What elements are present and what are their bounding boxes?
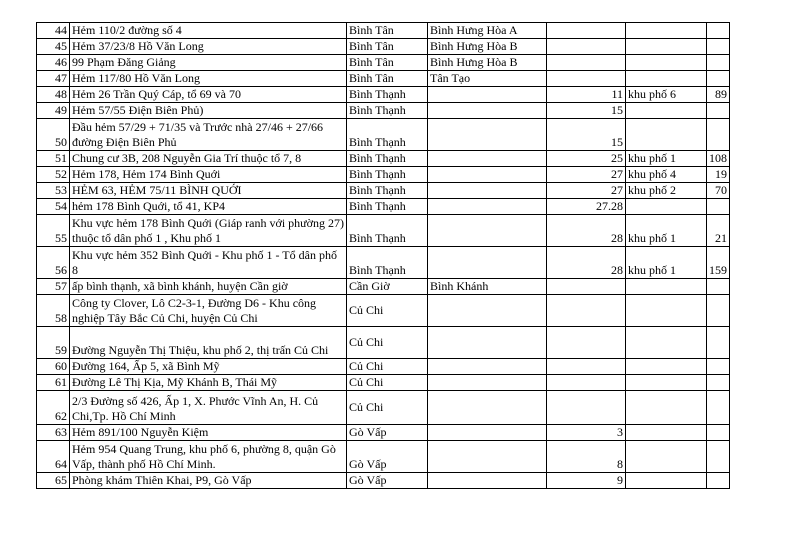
value-cell [547,279,626,295]
row-number-cell: 57 [37,279,70,295]
table-row [37,87,730,103]
neighborhood-cell: khu phố 4 [626,167,707,183]
table-row [37,391,730,425]
ward-cell [428,103,547,119]
district-cell: Bình Tân [347,55,428,71]
value-cell: 27 [547,167,626,183]
ward-cell [428,327,547,359]
count-cell [707,71,730,87]
address-cell: Hẻm 117/80 Hồ Văn Long [70,71,347,87]
address-cell: Hẻm 37/23/8 Hồ Văn Long [70,39,347,55]
value-cell: 9 [547,473,626,489]
table-row [37,55,730,71]
table-body [37,23,730,489]
count-cell [707,391,730,425]
ward-cell [428,359,547,375]
neighborhood-cell [626,327,707,359]
table-row [37,247,730,279]
ward-cell: Tân Tạo [428,71,547,87]
value-cell [547,391,626,425]
count-cell [707,375,730,391]
count-cell: 108 [707,151,730,167]
district-cell: Gò Vấp [347,425,428,441]
ward-cell: Bình Hưng Hòa B [428,39,547,55]
address-cell: 2/3 Đường số 426, Ấp 1, X. Phước Vĩnh An, H. Củ Chi,Tp. Hồ Chí Minh [70,391,347,425]
count-cell: 19 [707,167,730,183]
table-row [37,359,730,375]
district-cell: Củ Chi [347,375,428,391]
ward-cell: Bình Hưng Hòa B [428,55,547,71]
value-cell [547,375,626,391]
district-cell: Gò Vấp [347,473,428,489]
table-row [37,183,730,199]
neighborhood-cell: khu phố 2 [626,183,707,199]
ward-cell [428,473,547,489]
address-cell: Hẻm 26 Trần Quý Cáp, tổ 69 và 70 [70,87,347,103]
row-number-cell: 63 [37,425,70,441]
neighborhood-cell [626,295,707,327]
count-cell [707,295,730,327]
value-cell [547,55,626,71]
data-table [36,22,730,489]
ward-cell [428,151,547,167]
value-cell: 8 [547,441,626,473]
address-cell: Khu vực hẻm 352 Bình Quới - Khu phố 1 - Tổ dân phố 8 [70,247,347,279]
ward-cell [428,391,547,425]
neighborhood-cell [626,473,707,489]
district-cell: Củ Chi [347,391,428,425]
row-number-cell: 54 [37,199,70,215]
district-cell: Bình Tân [347,39,428,55]
count-cell [707,425,730,441]
value-cell: 27 [547,183,626,199]
district-cell: Củ Chi [347,327,428,359]
row-number-cell: 51 [37,151,70,167]
table-row [37,375,730,391]
count-cell [707,359,730,375]
address-cell: HẺM 63, HẺM 75/11 BÌNH QUỚI [70,183,347,199]
address-cell: Chung cư 3B, 208 Nguyễn Gia Trí thuộc tổ 7, 8 [70,151,347,167]
count-cell: 21 [707,215,730,247]
table-row [37,23,730,39]
address-cell: Đường Nguyễn Thị Thiệu, khu phố 2, thị trấn Củ Chi [70,327,347,359]
value-cell: 25 [547,151,626,167]
ward-cell: Bình Khánh [428,279,547,295]
table-row [37,39,730,55]
ward-cell [428,425,547,441]
table-row [37,473,730,489]
value-cell: 28 [547,247,626,279]
value-cell: 15 [547,119,626,151]
address-cell: Hẻm 891/100 Nguyễn Kiệm [70,425,347,441]
ward-cell [428,215,547,247]
count-cell [707,441,730,473]
row-number-cell: 58 [37,295,70,327]
district-cell: Bình Thạnh [347,215,428,247]
address-cell: hẻm 178 Bình Quới, tổ 41, KP4 [70,199,347,215]
address-cell: Khu vực hẻm 178 Bình Quới (Giáp ranh với phường 27) thuộc tổ dân phố 1 , Khu phố 1 [70,215,347,247]
address-cell: Đường Lê Thị Kịa, Mỹ Khánh B, Thái Mỹ [70,375,347,391]
address-cell: Hẻm 178, Hẻm 174 Bình Quới [70,167,347,183]
address-cell: 99 Phạm Đăng Giảng [70,55,347,71]
district-cell: Bình Thạnh [347,103,428,119]
value-cell [547,71,626,87]
table-row [37,327,730,359]
row-number-cell: 48 [37,87,70,103]
count-cell: 70 [707,183,730,199]
value-cell [547,23,626,39]
address-cell: Đầu hẻm 57/29 + 71/35 và Trước nhà 27/46 + 27/66 đường Điện Biên Phủ [70,119,347,151]
row-number-cell: 62 [37,391,70,425]
value-cell: 11 [547,87,626,103]
value-cell [547,327,626,359]
neighborhood-cell [626,103,707,119]
district-cell: Bình Thạnh [347,119,428,151]
table-row [37,71,730,87]
neighborhood-cell [626,119,707,151]
neighborhood-cell [626,279,707,295]
neighborhood-cell: khu phố 1 [626,215,707,247]
district-cell: Cần Giờ [347,279,428,295]
value-cell [547,295,626,327]
ward-cell [428,295,547,327]
district-cell: Bình Tân [347,23,428,39]
row-number-cell: 46 [37,55,70,71]
address-cell: Đường 164, Ấp 5, xã Bình Mỹ [70,359,347,375]
table-row [37,119,730,151]
district-cell: Bình Thạnh [347,87,428,103]
row-number-cell: 55 [37,215,70,247]
value-cell [547,359,626,375]
table-row [37,151,730,167]
neighborhood-cell [626,359,707,375]
row-number-cell: 53 [37,183,70,199]
neighborhood-cell: khu phố 1 [626,151,707,167]
value-cell: 3 [547,425,626,441]
row-number-cell: 52 [37,167,70,183]
neighborhood-cell [626,391,707,425]
district-cell: Củ Chi [347,295,428,327]
row-number-cell: 61 [37,375,70,391]
value-cell: 15 [547,103,626,119]
district-cell: Bình Thạnh [347,199,428,215]
table-row [37,441,730,473]
ward-cell [428,119,547,151]
count-cell [707,103,730,119]
ward-cell [428,247,547,279]
district-cell: Bình Tân [347,71,428,87]
district-cell: Bình Thạnh [347,167,428,183]
row-number-cell: 45 [37,39,70,55]
address-cell: Hẻm 57/55 Điện Biên Phủ) [70,103,347,119]
ward-cell [428,183,547,199]
count-cell [707,473,730,489]
table-row [37,167,730,183]
row-number-cell: 64 [37,441,70,473]
address-cell: Hẻm 954 Quang Trung, khu phố 6, phường 8, quận Gò Vấp, thành phố Hồ Chí Minh. [70,441,347,473]
address-cell: ấp bình thạnh, xã bình khánh, huyện Cần giờ [70,279,347,295]
count-cell [707,119,730,151]
row-number-cell: 56 [37,247,70,279]
address-cell: Hẻm 110/2 đường số 4 [70,23,347,39]
count-cell: 159 [707,247,730,279]
district-cell: Bình Thạnh [347,247,428,279]
count-cell: 89 [707,87,730,103]
row-number-cell: 50 [37,119,70,151]
neighborhood-cell [626,441,707,473]
table-row [37,103,730,119]
row-number-cell: 44 [37,23,70,39]
address-cell: Phòng khám Thiên Khai, P9, Gò Vấp [70,473,347,489]
count-cell [707,199,730,215]
neighborhood-cell [626,55,707,71]
count-cell [707,55,730,71]
ward-cell [428,375,547,391]
value-cell: 28 [547,215,626,247]
count-cell [707,279,730,295]
table-row [37,199,730,215]
district-cell: Bình Thạnh [347,183,428,199]
row-number-cell: 47 [37,71,70,87]
count-cell [707,23,730,39]
table-row [37,279,730,295]
count-cell [707,39,730,55]
value-cell: 27.28 [547,199,626,215]
ward-cell [428,441,547,473]
table-row [37,425,730,441]
value-cell [547,39,626,55]
neighborhood-cell [626,375,707,391]
district-cell: Củ Chi [347,359,428,375]
neighborhood-cell [626,425,707,441]
neighborhood-cell [626,23,707,39]
ward-cell [428,199,547,215]
neighborhood-cell [626,39,707,55]
row-number-cell: 65 [37,473,70,489]
table-row [37,295,730,327]
row-number-cell: 60 [37,359,70,375]
row-number-cell: 49 [37,103,70,119]
ward-cell [428,167,547,183]
neighborhood-cell: khu phố 1 [626,247,707,279]
neighborhood-cell: khu phố 6 [626,87,707,103]
address-cell: Công ty Clover, Lô C2-3-1, Đường D6 - Khu công nghiệp Tây Bắc Củ Chi, huyện Củ Chi [70,295,347,327]
neighborhood-cell [626,71,707,87]
count-cell [707,327,730,359]
row-number-cell: 59 [37,327,70,359]
district-cell: Bình Thạnh [347,151,428,167]
neighborhood-cell [626,199,707,215]
district-cell: Gò Vấp [347,441,428,473]
ward-cell: Bình Hưng Hòa A [428,23,547,39]
ward-cell [428,87,547,103]
table-row [37,215,730,247]
